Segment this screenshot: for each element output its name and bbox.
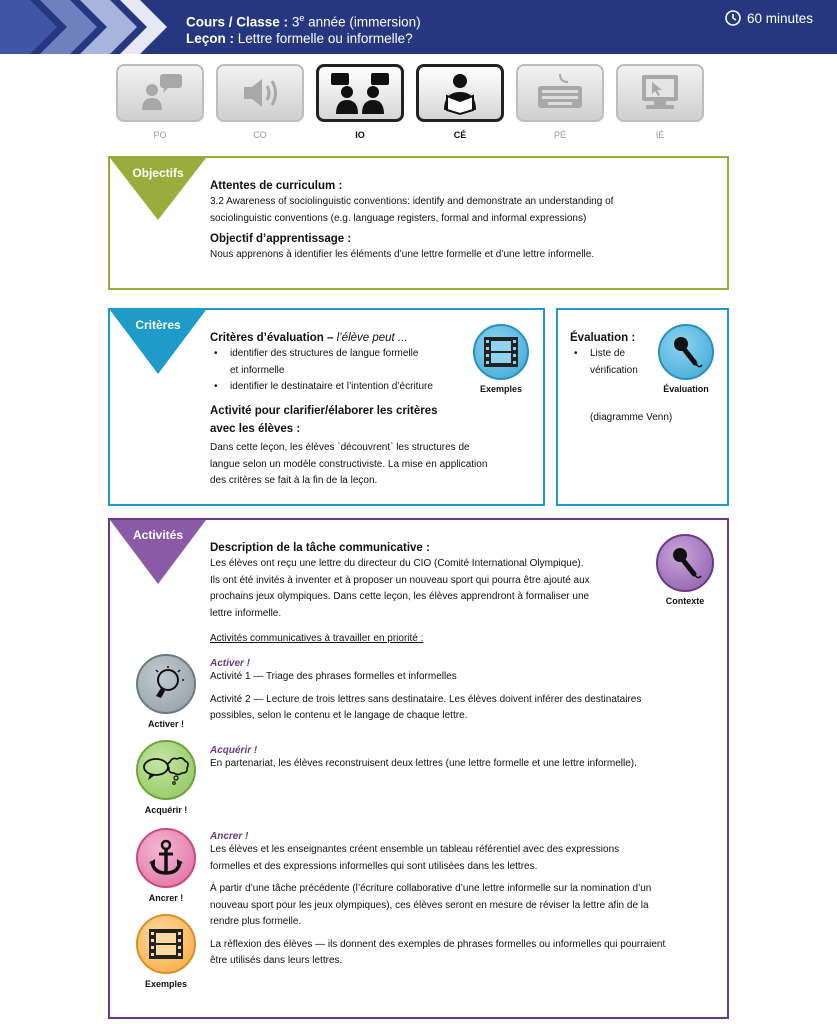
skill-label: CO bbox=[253, 130, 267, 140]
acquerir-badge[interactable] bbox=[134, 740, 198, 815]
objective-text: Nous apprenons à identifier les éléments d’une lettre formelle et d’une lettre informelle. bbox=[210, 249, 595, 260]
list-item: • identifier des structures de langue formelle bbox=[210, 346, 470, 363]
activer-line-1: Activité 1 — Triage des phrases formelles et informelles bbox=[210, 671, 457, 682]
computer-icon bbox=[630, 70, 690, 116]
curriculum-text-2: sociolinguistic conventions (e.g. language registers, formal and informal expressions) bbox=[210, 212, 587, 224]
activer-heading: Activer ! bbox=[210, 658, 251, 669]
microphone-icon bbox=[668, 544, 702, 582]
two-people-speech-icon bbox=[130, 70, 190, 116]
activer-line-2b: possibles, selon le contenu et le langage de chaque lettre. bbox=[210, 710, 468, 721]
grade-num: 3 bbox=[291, 14, 300, 30]
acquerir-caption: Acquérir ! bbox=[144, 805, 188, 815]
evaluation-title: Évaluation : bbox=[570, 332, 636, 344]
skill-label: CÉ bbox=[453, 130, 467, 140]
skill-pe[interactable] bbox=[514, 64, 606, 140]
list-item-cont-text: et informelle bbox=[230, 364, 285, 376]
dialogue-icon bbox=[327, 70, 393, 116]
activites-panel bbox=[108, 518, 729, 1019]
contexte-badge[interactable] bbox=[650, 534, 720, 606]
list-item: • identifier le destinataire et l’intention d’écriture bbox=[210, 379, 510, 396]
objectifs-tag-label: Objectifs bbox=[132, 166, 184, 180]
exemples-activity-caption: Exemples bbox=[144, 979, 188, 989]
skill-io[interactable] bbox=[314, 64, 406, 140]
activites-tag-label: Activités bbox=[132, 528, 184, 542]
curriculum-text-1: 3.2 Awareness of sociolinguistic conventions: identify and demonstrate an understanding of bbox=[210, 196, 614, 207]
contexte-caption: Contexte bbox=[665, 596, 705, 606]
task-title: Description de la tâche communicative : bbox=[210, 542, 430, 554]
ancrer-line-2a: À partir d’une tâche précédente (l’écriture collaborative d’une lettre informelle sur la nomination d’un bbox=[210, 883, 652, 894]
speaker-icon bbox=[230, 70, 290, 116]
ancrer-line-1b: formelles et des expressions informelles qui sont utilisées dans les lettres. bbox=[210, 860, 538, 872]
exemples-caption: Exemples bbox=[479, 384, 523, 394]
evaluation-badge[interactable] bbox=[648, 324, 724, 394]
objective-title: Objectif d’apprentissage : bbox=[210, 233, 352, 245]
task-line: Les élèves ont reçu une lettre du directeur du CIO (Comité International Olympique). bbox=[210, 558, 584, 569]
objectifs-panel bbox=[108, 156, 729, 290]
lesson-label: Leçon : bbox=[186, 30, 235, 46]
criteres-title bbox=[210, 332, 470, 344]
activity-clarify-text-1: Dans cette leçon, les élèves `découvrent` les structures de bbox=[210, 442, 470, 453]
skill-ce[interactable] bbox=[414, 64, 506, 140]
list-item-continued: vérification bbox=[590, 364, 638, 376]
exemples-activity-badge[interactable] bbox=[134, 914, 198, 989]
activity-clarify-title-1: Activité pour clarifier/élaborer les critères bbox=[210, 405, 438, 417]
film-strip-icon bbox=[147, 927, 185, 961]
anchor-icon bbox=[149, 839, 183, 877]
activity-clarify-text-2: langue selon un modèle constructiviste. La mise en application bbox=[210, 458, 488, 470]
activity-clarify-text-3: des critères se fait à la fin de la leçon. bbox=[210, 475, 378, 486]
list-item: • Liste de bbox=[570, 346, 638, 363]
clock-icon bbox=[725, 10, 741, 26]
ancrer-caption: Ancrer ! bbox=[148, 893, 184, 903]
activer-badge[interactable] bbox=[134, 654, 198, 729]
task-line: prochains jeux olympiques. Dans cette leçon, les élèves apprendront à formaliser une bbox=[210, 591, 590, 602]
criteres-tag-label: Critères bbox=[135, 318, 181, 332]
task-line: Ils ont été invités à inventer et à proposer un nouveau sport qui pourra être ajouté aux bbox=[210, 574, 590, 586]
task-line: lettre informelle. bbox=[210, 607, 282, 619]
criteres-panel bbox=[108, 308, 545, 506]
evaluation-list bbox=[570, 346, 638, 379]
film-strip-icon bbox=[482, 335, 520, 369]
ancrer-line-2c: rendre plus formelle. bbox=[210, 916, 302, 927]
activer-line-2a: Activité 2 — Lecture de trois lettres sans destinataire. Les élèves doivent inférer des destinataires bbox=[210, 693, 642, 705]
skill-label: IÉ bbox=[655, 130, 665, 140]
skill-ie[interactable] bbox=[614, 64, 706, 140]
skill-po[interactable] bbox=[114, 64, 206, 140]
acquerir-heading: Acquérir ! bbox=[210, 745, 258, 756]
skill-label: PÉ bbox=[553, 130, 566, 140]
ancrer-line-1a: Les élèves et les enseignantes créent ensemble un tableau référentiel avec des expressions bbox=[210, 844, 620, 855]
criteres-title-italic: l’élève peut ... bbox=[336, 332, 408, 344]
activer-caption: Activer ! bbox=[147, 719, 184, 729]
lightbulb-icon bbox=[146, 664, 186, 704]
acquerir-line-1: En partenariat, les élèves reconstruisent deux lettres (une lettre formelle et une lettre informelle). bbox=[210, 758, 637, 769]
microphone-icon bbox=[669, 333, 703, 371]
curriculum-title: Attentes de curriculum : bbox=[210, 180, 343, 192]
activity-clarify-title-2: avec les élèves : bbox=[210, 423, 301, 435]
speech-bubbles-icon bbox=[142, 754, 190, 786]
lesson-value: Lettre formelle ou informelle? bbox=[237, 30, 413, 46]
duration-text: 60 minutes bbox=[746, 10, 813, 26]
criteres-list bbox=[210, 346, 470, 396]
lesson-header bbox=[0, 0, 837, 54]
lesson-title bbox=[186, 10, 421, 47]
ancrer-badge[interactable] bbox=[134, 828, 198, 903]
skill-tabs bbox=[114, 64, 714, 149]
skill-label: IO bbox=[355, 130, 365, 140]
skill-co[interactable] bbox=[214, 64, 306, 140]
exemples-badge[interactable] bbox=[468, 324, 534, 394]
reader-icon bbox=[430, 70, 490, 116]
priority-label: Activités communicatives à travailler en priorité : bbox=[210, 633, 424, 644]
ancrer-line-2b: nouveau sport pour les jeux olympiques), ces élèves seront en mesure de réviser la lettre afin de la bbox=[210, 899, 649, 911]
evaluation-panel bbox=[556, 308, 729, 506]
grade-rest: année (immersion) bbox=[304, 14, 421, 30]
ancrer-line-3a: La réflexion des élèves — ils donnent des exemples de phrases formelles ou informelles qui pourraient bbox=[210, 938, 666, 950]
course-label: Cours / Classe : bbox=[186, 14, 289, 30]
evaluation-note: (diagramme Venn) bbox=[590, 412, 673, 423]
grade-sup: e bbox=[299, 13, 305, 23]
ancrer-heading: Ancrer ! bbox=[210, 831, 249, 842]
chevron-decoration-icon bbox=[0, 0, 180, 54]
skill-label: PO bbox=[153, 130, 167, 140]
ancrer-line-3b: être utilisés dans leurs lettres. bbox=[210, 955, 343, 966]
duration bbox=[725, 10, 813, 26]
criteres-title-main: Critères d’évaluation bbox=[210, 332, 324, 344]
list-item-continued bbox=[210, 363, 470, 380]
keyboard-icon bbox=[530, 70, 590, 116]
criteres-title-dash: – bbox=[323, 332, 337, 344]
evaluation-caption: Évaluation bbox=[663, 384, 709, 394]
